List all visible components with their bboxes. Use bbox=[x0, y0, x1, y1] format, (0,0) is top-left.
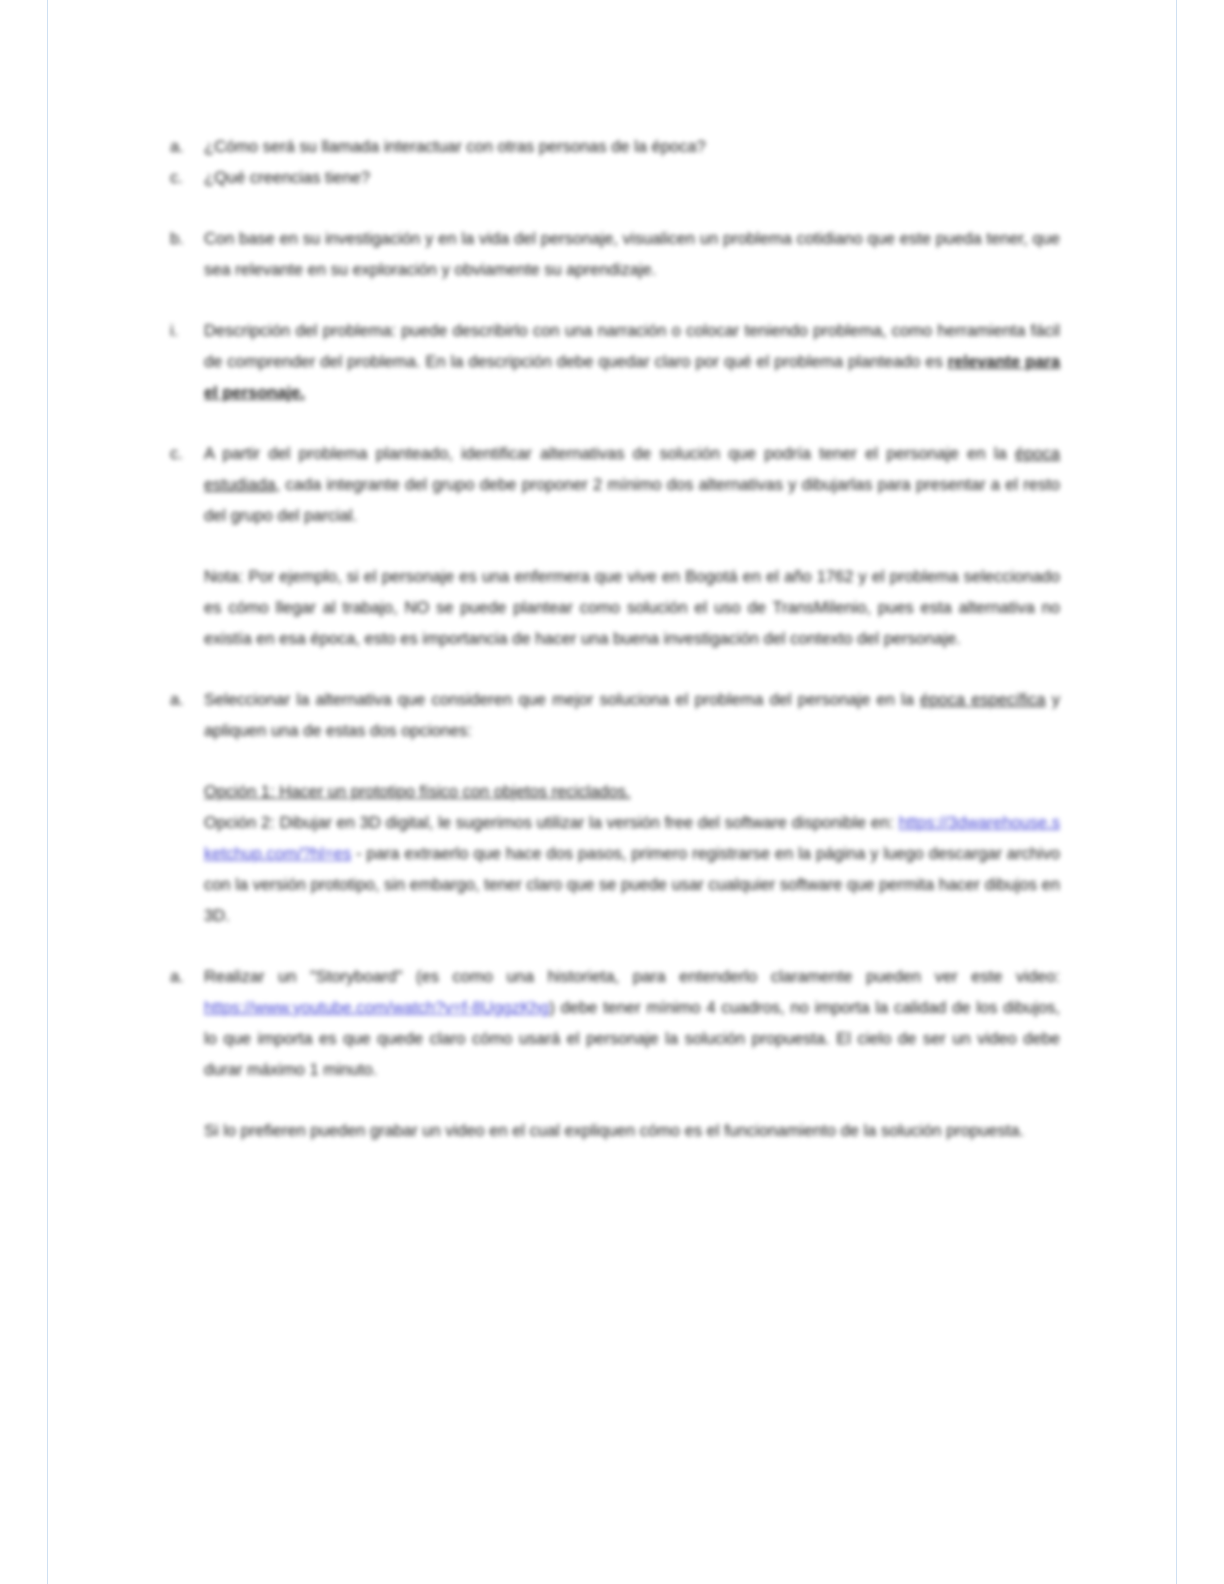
option-2-pre: Opción 2: Dibujar en 3D digital, le sugerimos utilizar la versión free del software disponible en: bbox=[204, 814, 899, 832]
paragraph-text-part2: y apliquen una de estas dos opciones: bbox=[204, 691, 1060, 740]
paragraph-text-part2: , cada integrante del grupo debe proponer 2 mínimo dos alternativas y dibujarlas para presentar a el resto del grupo del parcial. bbox=[204, 476, 1060, 525]
sketchup-link[interactable]: https://3dwarehouse.sketchup.com/?hl=es bbox=[204, 814, 1060, 863]
spacer bbox=[170, 409, 1060, 439]
list-marker: a. bbox=[170, 691, 184, 709]
spacer bbox=[170, 286, 1060, 316]
list-item-text: ¿Cómo será su llamada interactuar con otras personas de la época? bbox=[204, 138, 706, 156]
spacer bbox=[170, 532, 1060, 562]
list-item bbox=[170, 962, 1060, 1086]
option-1-text: Opción 1: Hacer un prototipo físico con objetos reciclados. bbox=[204, 783, 631, 801]
list-item bbox=[170, 163, 1060, 194]
document-page bbox=[47, 0, 1177, 1584]
paragraph-text-part1: A partir del problema planteado, identificar alternativas de solución que podría tener el personaje en la bbox=[204, 445, 1016, 463]
paragraph-text-part1: Descripción del problema: puede describirlo con una narración o colocar teniendo problema, como herramienta fácil de comprender del problema. En la descripción debe quedar claro por qué el problema planteado es bbox=[204, 322, 1060, 371]
list-item bbox=[170, 224, 1060, 286]
list-item-text bbox=[204, 685, 1060, 747]
list-item-text bbox=[204, 316, 1060, 409]
spacer bbox=[170, 747, 1060, 777]
note-paragraph: Nota: Por ejemplo, si el personaje es una enfermera que vive en Bogotá en el año 1762 y el problema seleccionado es cómo llegar al trabajo, NO se puede plantear como solución el uso de TransMilenio, pues esta alternativa no existía en esa época, esto es importancia de hacer una buena investigación del contexto del personaje. bbox=[204, 568, 1060, 648]
document-content bbox=[170, 132, 1060, 1147]
list-marker: a. bbox=[170, 968, 184, 986]
list-marker: b. bbox=[170, 230, 184, 248]
list-item-text bbox=[204, 439, 1060, 532]
list-item bbox=[170, 439, 1060, 532]
spacer bbox=[170, 194, 1060, 224]
paragraph-underlined: época estudiada bbox=[204, 445, 1060, 494]
list-item-text bbox=[204, 962, 1060, 1086]
paragraph-text-part2: ) debe tener mínimo 4 cuadros, no importa la calidad de los dibujos, lo que importa es que quede claro cómo usará el personaje la solución propuesta. El cielo de ser un video debe durar máximo 1 minuto. bbox=[204, 999, 1060, 1079]
list-marker: a. bbox=[170, 138, 184, 156]
paragraph-underlined: relevante para el personaje. bbox=[204, 353, 1060, 402]
spacer bbox=[170, 655, 1060, 685]
list-item-text: ¿Qué creencias tiene? bbox=[204, 169, 371, 187]
option-2-text bbox=[204, 808, 1060, 932]
paragraph-text-part1: Seleccionar la alternativa que consideren que mejor soluciona el problema del personaje en la bbox=[204, 691, 921, 709]
options-block bbox=[204, 777, 1060, 932]
list-item bbox=[170, 316, 1060, 409]
paragraph-underlined: época específica bbox=[920, 691, 1046, 709]
list-marker: c. bbox=[170, 169, 183, 187]
list-item bbox=[170, 685, 1060, 747]
spacer bbox=[170, 932, 1060, 962]
spacer bbox=[170, 1086, 1060, 1116]
paragraph-text-part1: Realizar un "Storyboard" (es como una historieta, para entenderlo claramente pueden ver este video: bbox=[204, 968, 1060, 986]
youtube-link[interactable]: https://www.youtube.com/watch?v=f-8UggzKhg bbox=[204, 999, 550, 1017]
note-paragraph-2: Si lo prefieren pueden grabar un video en el cual expliquen cómo es el funcionamiento de la solución propuesta. bbox=[204, 1122, 1025, 1140]
list-marker: c. bbox=[170, 445, 183, 463]
list-marker: i. bbox=[170, 322, 179, 340]
option-2-post: - para extraerlo que hace dos pasos, primero registrarse en la página y luego descargar archivo con la versión prototipo, sin embargo, tener claro que se puede usar cualquier software que permita hacer dibujos en 3D. bbox=[204, 845, 1060, 925]
list-item bbox=[170, 132, 1060, 163]
list-item-text: Con base en su investigación y en la vida del personaje, visualicen un problema cotidiano que este pueda tener, que sea relevante en su exploración y obviamente su aprendizaje. bbox=[204, 230, 1060, 279]
